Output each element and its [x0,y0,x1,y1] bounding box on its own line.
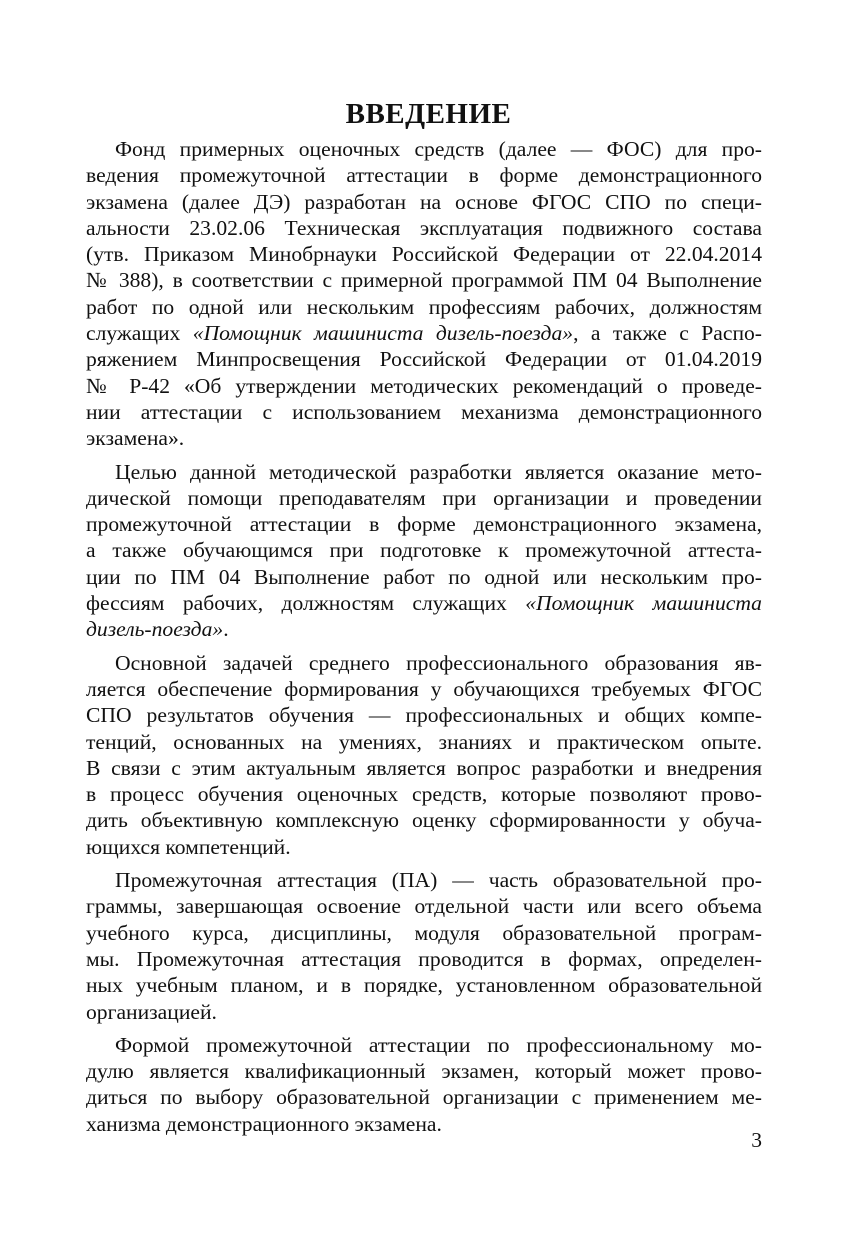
text-line: В связи с этим актуальным является вопрос разработки и внедрения [86,755,762,780]
italic-text: дизель-поезда» [86,617,224,642]
text-line: СПО результатов обучения — профессиональных и общих компе- [86,703,762,728]
text-line: а также обучающимся при подготовке к промежуточной аттеста- [86,538,762,563]
text-line: ханизма демонстрационного экзамена. [86,1111,442,1136]
italic-text: «Помощник машиниста дизель-поезда» [192,321,574,346]
text-line: ции по ПМ 04 Выполнение работ по одной или нескольким про- [86,564,762,589]
text-line: дулю является квалификационный экзамен, который может прово- [86,1059,762,1084]
page-title: ВВЕДЕНИЕ [345,98,512,130]
text-line: тенций, основанных на умениях, знаниях и практическом опыте. [86,729,762,754]
text-line: учебного курса, дисциплины, модуля образовательной програм- [86,920,762,945]
text-line: № Р-42 «Об утверждении методических рекомендаций о проведе- [86,373,762,398]
paragraph [86,459,762,643]
text-line: граммы, завершающая освоение отдельной части или всего объема [86,894,762,919]
text-line: организацией. [86,999,217,1024]
text-line: ряжением Минпросвещения Российской Федерации от 01.04.2019 [86,347,762,372]
text-line: экзамена (далее ДЭ) разработан на основе ФГОС СПО по специ- [86,189,762,214]
text-line: Промежуточная аттестация (ПА) — часть образовательной про- [115,868,762,893]
text-line: (утв. Приказом Минобрнауки Российской Федерации от 22.04.2014 [86,242,762,267]
text-line: промежуточной аттестации в форме демонстрационного экзамена, [86,512,762,537]
page-number: 3 [751,1128,762,1152]
paragraph [86,136,762,452]
paragraph [86,650,762,860]
text-line: служащих «Помощник машиниста дизель-поезда», а также с Распо- [86,321,762,346]
text-line: дить объективную комплексную оценку сформированности у обуча- [86,808,762,833]
text-line: Формой промежуточной аттестации по профессиональному мо- [115,1032,762,1057]
text-line: фессиям рабочих, должностям служащих «Помощник машиниста [86,591,762,616]
text-line: диться по выбору образовательной организации с применением ме- [86,1085,762,1110]
text-line: ведения промежуточной аттестации в форме демонстрационного [86,163,762,188]
text-line: экзамена». [86,426,185,451]
document-body [86,136,762,1144]
text-line: ющихся компетенций. [86,834,291,859]
text-line: работ по одной или нескольким профессиям рабочих, должностям [86,294,762,319]
text-line: мы. Промежуточная аттестация проводится в формах, определен- [86,946,762,971]
paragraph [86,867,762,1025]
text-line: Целью данной методической разработки является оказание мето- [115,459,762,484]
text-line: ляется обеспечение формирования у обучающихся требуемых ФГОС [86,676,762,701]
italic-text: «Помощник машиниста [525,591,762,616]
text-line: в процесс обучения оценочных средств, которые позволяют прово- [86,782,762,807]
paragraph [86,1032,762,1137]
text-line: нии аттестации с использованием механизма демонстрационного [86,399,762,424]
text-line: дической помощи преподавателям при организации и проведении [86,485,762,510]
text-line: № 388), в соответствии с примерной программой ПМ 04 Выполнение [86,268,762,293]
text-line: дизель-поезда». [86,617,229,642]
text-line: Фонд примерных оценочных средств (далее — ФОС) для про- [115,137,762,161]
text-line: Основной задачей среднего профессионального образования яв- [115,650,762,675]
text-line: ных учебным планом, и в порядке, установленном образовательной [86,973,762,998]
text-line: альности 23.02.06 Техническая эксплуатация подвижного состава [86,215,762,240]
